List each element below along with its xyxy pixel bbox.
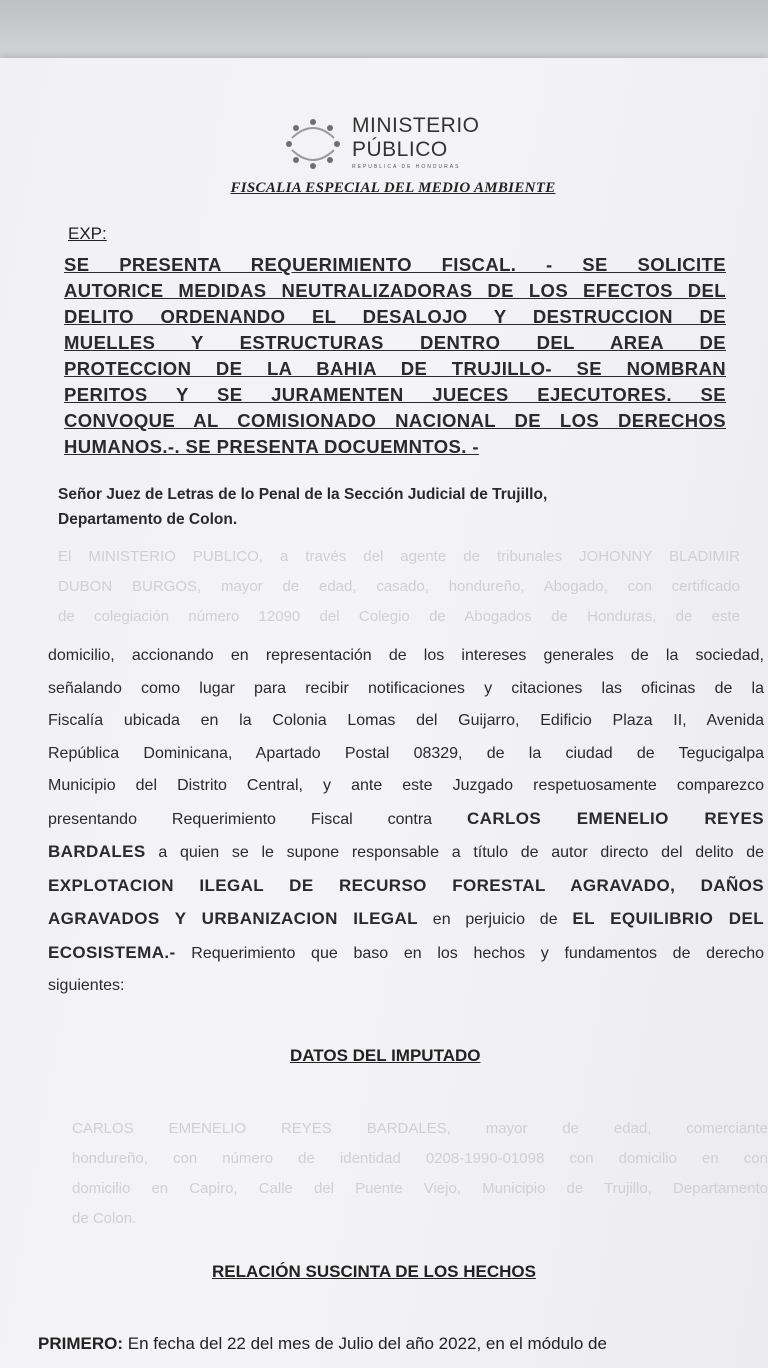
emblem-icon bbox=[282, 116, 344, 172]
primero-label: PRIMERO: bbox=[38, 1334, 123, 1353]
crime-name: AGRAVADOS Y URBANIZACION ILEGAL bbox=[48, 909, 418, 928]
faded-intro-paragraph bbox=[58, 542, 740, 632]
defendant-name: CARLOS EMENELIO REYES bbox=[466, 808, 764, 828]
subject-line: AUTORICE MEDIDAS NEUTRALIZADORAS DE LOS EFECTOS DEL bbox=[64, 280, 726, 301]
body-text-run: presentando Requerimiento Fiscal contra bbox=[48, 810, 433, 828]
faded-line: DUBON BURGOS, mayor de edad, casado, hondureño, Abogado, con certificado bbox=[58, 578, 740, 595]
victim-name: EL EQUILIBRIO DEL bbox=[572, 909, 764, 928]
subject-line: PERITOS Y SE JURAMENTEN JUECES EJECUTORES. SE bbox=[64, 384, 726, 405]
body-line bbox=[48, 903, 764, 937]
body-line bbox=[48, 937, 764, 971]
logo-text-publico: PÚBLICO bbox=[352, 138, 448, 161]
background-surface bbox=[0, 0, 768, 62]
body-line bbox=[48, 803, 764, 837]
body-line: domicilio, accionando en representación de los intereses generales de la sociedad, bbox=[48, 647, 764, 664]
section-heading-hechos: RELACIÓN SUSCINTA DE LOS HECHOS bbox=[212, 1262, 536, 1281]
addressee-line: Señor Juez de Letras de lo Penal de la Sección Judicial de Trujillo, bbox=[58, 486, 548, 503]
body-line: República Dominicana, Apartado Postal 08329, de la ciudad de Tegucigalpa bbox=[48, 744, 764, 762]
primero-text: En fecha del 22 del mes de Julio del año 2022, en el módulo de bbox=[127, 1334, 607, 1353]
subject-line: MUELLES Y ESTRUCTURAS DENTRO DEL AREA DE bbox=[64, 332, 726, 353]
faded-line: hondureño, con número de identidad 0208-1990-01098 con domicilio en con bbox=[72, 1150, 768, 1167]
faded-line: de Colon. bbox=[72, 1210, 137, 1227]
ministerio-publico-logo bbox=[282, 112, 502, 174]
section-heading-imputado: DATOS DEL IMPUTADO bbox=[290, 1046, 481, 1065]
logo-text-ministerio: MINISTERIO bbox=[352, 114, 480, 137]
logo-subtext: REPUBLICA DE HONDURAS bbox=[352, 164, 461, 170]
defendant-name: BARDALES bbox=[48, 842, 146, 861]
subject-line: DELITO ORDENANDO EL DESALOJO Y DESTRUCCION DE bbox=[64, 306, 726, 327]
document-subject bbox=[64, 252, 726, 460]
body-line bbox=[48, 836, 764, 870]
subject-line: SE PRESENTA REQUERIMIENTO FISCAL. - SE SOLICITE bbox=[64, 254, 726, 275]
addressee bbox=[58, 482, 734, 532]
body-line bbox=[48, 870, 764, 904]
body-paragraph bbox=[48, 640, 764, 1003]
body-text-run: a quien se le supone responsable a título de autor directo del delito de bbox=[158, 844, 764, 861]
body-line: señalando como lugar para recibir notificaciones y citaciones las oficinas de la bbox=[48, 679, 764, 697]
faded-line: CARLOS EMENELIO REYES BARDALES, mayor de edad, comerciante bbox=[72, 1120, 768, 1137]
body-line: siguientes: bbox=[48, 977, 125, 994]
subject-line: PROTECCION DE LA BAHIA DE TRUJILLO- SE NOMBRAN bbox=[64, 358, 726, 379]
exp-label: EXP: bbox=[68, 224, 107, 243]
faded-line: El MINISTERIO PUBLICO, a través del agente de tribunales JOHONNY BLADIMIR bbox=[58, 548, 740, 565]
office-title: FISCALIA ESPECIAL DEL MEDIO AMBIENTE bbox=[230, 180, 556, 196]
faded-imputado-paragraph bbox=[72, 1114, 768, 1234]
subject-line: CONVOQUE AL COMISIONADO NACIONAL DE LOS DERECHOS bbox=[64, 410, 726, 431]
body-line: Municipio del Distrito Central, y ante este Juzgado respetuosamente comparezco bbox=[48, 777, 764, 794]
body-line: Fiscalía ubicada en la Colonia Lomas del Guijarro, Edificio Plaza II, Avenida bbox=[48, 712, 764, 729]
addressee-line: Departamento de Colon. bbox=[58, 511, 238, 528]
crime-name: EXPLOTACION ILEGAL DE RECURSO FORESTAL AGRAVADO, DAÑOS bbox=[48, 875, 764, 895]
subject-line: HUMANOS.-. SE PRESENTA DOCUEMNTOS. - bbox=[64, 436, 479, 457]
faded-line: de colegiación número 12090 del Colegio de Abogados de Honduras, de este bbox=[58, 608, 740, 625]
body-text-run: Requerimiento que baso en los hechos y fundamentos de derecho bbox=[191, 944, 764, 962]
victim-name: ECOSISTEMA.- bbox=[48, 942, 176, 962]
body-text-run: en perjuicio de bbox=[432, 911, 558, 928]
primero-paragraph bbox=[38, 1334, 768, 1354]
faded-line: domicilio en Capiro, Calle del Puente Viejo, Municipio de Trujillo, Departamento bbox=[72, 1180, 768, 1197]
